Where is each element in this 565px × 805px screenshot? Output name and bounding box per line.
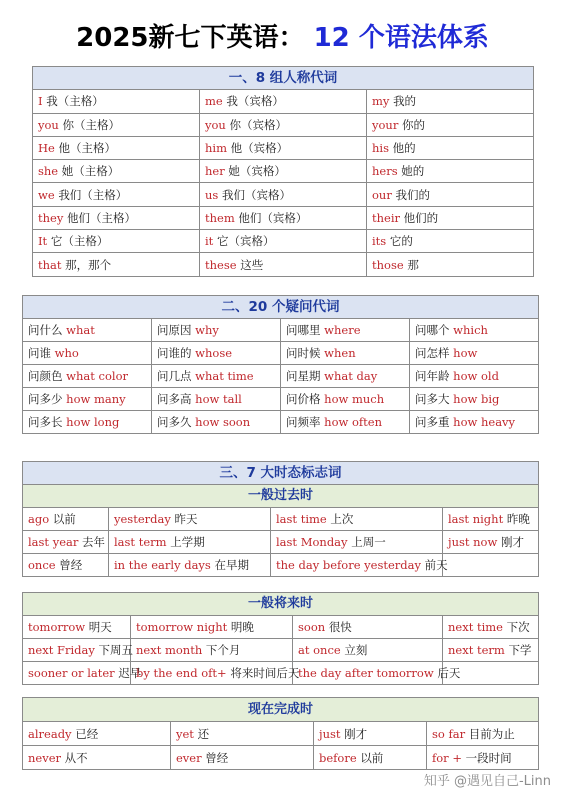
chinese-meaning: 我（主格） <box>46 94 104 109</box>
english-term: how soon <box>195 415 251 429</box>
table-cell <box>33 253 200 276</box>
chinese-meaning: 它（主格） <box>50 234 109 249</box>
english-term: your <box>372 117 399 132</box>
english-term: He <box>38 141 55 156</box>
table-row <box>33 183 534 206</box>
english-term: last Monday <box>276 535 348 549</box>
subsection-header: 现在完成时 <box>23 698 539 722</box>
table-row <box>23 342 539 365</box>
english-term: before <box>319 750 357 765</box>
table-cell <box>443 554 539 577</box>
english-term: how big <box>453 392 500 406</box>
table-cell <box>281 319 410 342</box>
english-term: where <box>324 323 361 337</box>
table-cell <box>200 183 367 206</box>
table-cell <box>293 616 443 639</box>
english-term: she <box>38 164 59 179</box>
chinese-meaning: 问颜色 <box>28 369 63 383</box>
table-cell <box>293 662 461 685</box>
table-cell <box>23 508 109 531</box>
chinese-meaning: 刚才 <box>500 535 524 549</box>
table-cell <box>443 616 539 639</box>
table-cell <box>33 113 200 136</box>
table-cell <box>443 508 539 531</box>
chinese-meaning: 后天 <box>437 666 461 680</box>
english-term: last year <box>28 535 79 549</box>
chinese-meaning: 他们（宾格） <box>238 210 308 225</box>
chinese-meaning: 问几点 <box>157 369 192 383</box>
chinese-meaning: 问价格 <box>286 392 321 406</box>
table-row <box>23 722 539 746</box>
table-cell <box>23 554 109 577</box>
table-cell <box>23 388 152 411</box>
english-term: by the end oft+ <box>136 666 227 680</box>
chinese-meaning: 在早期 <box>214 558 249 572</box>
english-term: at once <box>298 643 341 657</box>
perfect-rows <box>23 722 539 770</box>
chinese-meaning: 你（主格） <box>62 117 120 132</box>
table-cell <box>23 531 109 554</box>
table-cell <box>152 388 281 411</box>
chinese-meaning: 我们（宾格） <box>221 187 291 202</box>
english-term: how much <box>324 392 385 406</box>
chinese-meaning: 他的 <box>392 141 416 156</box>
english-term: we <box>38 187 55 202</box>
english-term: last time <box>276 512 327 526</box>
chinese-meaning: 问多久 <box>157 415 192 429</box>
table-cell <box>131 662 300 685</box>
english-term: it <box>205 234 214 249</box>
english-term: why <box>195 323 219 337</box>
table-cell <box>200 113 367 136</box>
subsection-header: 一般过去时 <box>23 485 539 508</box>
table-row <box>33 253 534 276</box>
chinese-meaning: 他（主格） <box>58 141 116 156</box>
english-term: soon <box>298 620 326 634</box>
chinese-meaning: 你的 <box>401 117 425 132</box>
english-term: yesterday <box>114 512 171 526</box>
english-term: me <box>205 94 223 109</box>
chinese-meaning: 问哪个 <box>415 323 450 337</box>
chinese-meaning: 昨天 <box>174 512 198 526</box>
chinese-meaning: 很快 <box>328 620 352 634</box>
table-cell <box>367 113 534 136</box>
table-row <box>33 206 534 229</box>
chinese-meaning: 我们（主格） <box>58 187 128 202</box>
chinese-meaning: 立刻 <box>344 643 368 657</box>
table-cell <box>152 411 281 434</box>
chinese-meaning: 我的 <box>393 94 417 109</box>
table-cell <box>171 722 314 746</box>
chinese-meaning: 问星期 <box>286 369 321 383</box>
english-term: next month <box>136 643 203 657</box>
chinese-meaning: 问谁 <box>28 346 51 360</box>
english-term: how long <box>66 415 120 429</box>
table-row <box>23 411 539 434</box>
chinese-meaning: 我（宾格） <box>226 94 284 109</box>
table-row <box>23 554 539 577</box>
english-term: him <box>205 141 227 156</box>
english-term: that <box>38 257 62 272</box>
table-row <box>33 113 534 136</box>
table-cell <box>314 746 427 770</box>
english-term: you <box>205 117 226 132</box>
english-term: you <box>38 117 59 132</box>
english-term: sooner or later <box>28 666 115 680</box>
chinese-meaning: 问什么 <box>28 323 63 337</box>
english-term: in the early days <box>114 558 211 572</box>
english-term: when <box>324 346 356 360</box>
table-cell <box>23 411 152 434</box>
english-term: ever <box>176 750 202 765</box>
table-cell <box>367 136 534 159</box>
english-term: once <box>28 558 56 572</box>
table-row <box>23 319 539 342</box>
interrogative-table <box>22 295 539 434</box>
chinese-meaning: 问多重 <box>415 415 450 429</box>
english-term: what color <box>66 369 129 383</box>
english-term: for + <box>432 750 462 765</box>
table-cell <box>171 746 314 770</box>
english-term: those <box>372 257 404 272</box>
table-cell <box>367 206 534 229</box>
table-cell <box>200 206 367 229</box>
chinese-meaning: 下学 <box>508 643 532 657</box>
table-cell <box>410 342 539 365</box>
english-term: hers <box>372 164 398 179</box>
english-term: how <box>453 346 478 360</box>
english-term: whose <box>195 346 233 360</box>
table-cell <box>109 508 271 531</box>
chinese-meaning: 去年 <box>82 535 106 549</box>
table-cell <box>131 639 293 662</box>
english-term: us <box>205 187 219 202</box>
table-cell <box>200 230 367 253</box>
english-term: who <box>54 346 79 360</box>
english-term: already <box>28 726 72 741</box>
table-cell <box>33 90 200 113</box>
english-term: ago <box>28 512 50 526</box>
english-term: what day <box>324 369 378 383</box>
table-cell <box>367 90 534 113</box>
future-rows <box>23 616 539 685</box>
chinese-meaning: 她（主格） <box>61 164 120 179</box>
table-row <box>23 639 539 662</box>
chinese-meaning: 那，那个 <box>65 257 112 272</box>
english-term: next time <box>448 620 503 634</box>
table-cell <box>427 722 539 746</box>
table-cell <box>281 411 410 434</box>
table-cell <box>281 342 410 365</box>
table-cell <box>200 90 367 113</box>
chinese-meaning: 这些 <box>240 257 264 272</box>
english-term: how often <box>324 415 382 429</box>
english-term: our <box>372 187 392 202</box>
chinese-meaning: 从不 <box>64 750 88 765</box>
chinese-meaning: 你（宾格） <box>229 117 287 132</box>
chinese-meaning: 以前 <box>360 750 384 765</box>
english-term: which <box>453 323 488 337</box>
table-cell <box>281 365 410 388</box>
english-term: how many <box>66 392 126 406</box>
chinese-meaning: 上周一 <box>351 535 386 549</box>
interrogative-rows <box>23 319 539 434</box>
table-cell <box>271 554 448 577</box>
english-term: them <box>205 210 235 225</box>
chinese-meaning: 还 <box>197 726 210 741</box>
english-term: their <box>372 210 401 225</box>
chinese-meaning: 问多大 <box>415 392 450 406</box>
table-row <box>23 616 539 639</box>
pronoun-rows <box>33 90 534 276</box>
table-cell <box>443 639 539 662</box>
chinese-meaning: 前天 <box>424 558 448 572</box>
english-term: never <box>28 750 62 765</box>
page-title <box>0 20 565 56</box>
past-rows <box>23 508 539 577</box>
table-cell <box>410 411 539 434</box>
table-cell <box>152 319 281 342</box>
tense-table-future <box>22 592 539 685</box>
table-cell <box>23 662 142 685</box>
table-cell <box>367 160 534 183</box>
table-cell <box>33 206 200 229</box>
chinese-meaning: 下个月 <box>205 643 241 657</box>
tense-table-past <box>22 461 539 577</box>
table-cell <box>33 160 200 183</box>
chinese-meaning: 昨晚 <box>506 512 530 526</box>
table-cell <box>109 554 271 577</box>
english-term: how old <box>453 369 499 383</box>
table-cell <box>33 230 200 253</box>
english-term: just now <box>448 535 498 549</box>
english-term: It <box>38 234 48 249</box>
english-term: how tall <box>195 392 242 406</box>
table-cell <box>367 253 534 276</box>
english-term: just <box>319 726 341 741</box>
section-header: 二、20 个疑问代词 <box>23 296 539 319</box>
chinese-meaning: 它（宾格） <box>216 234 275 249</box>
table-row <box>23 508 539 531</box>
english-term: the day after tomorrow <box>298 666 434 680</box>
english-term: last night <box>448 512 504 526</box>
table-cell <box>109 531 271 554</box>
tense-table-perfect <box>22 697 539 770</box>
chinese-meaning: 他（宾格） <box>230 141 289 156</box>
title-highlight: 12 个语法体系 <box>313 23 489 53</box>
english-term: they <box>38 210 64 225</box>
table-row <box>23 365 539 388</box>
table-row <box>33 160 534 183</box>
chinese-meaning: 下周五 <box>98 643 133 657</box>
watermark: 知乎 @遇见自己-Linn <box>423 774 551 789</box>
english-term: what time <box>195 369 254 383</box>
table-row <box>23 531 539 554</box>
chinese-meaning: 一段时间 <box>465 750 512 765</box>
chinese-meaning: 问频率 <box>286 415 321 429</box>
english-term: my <box>372 94 390 109</box>
chinese-meaning: 问多长 <box>28 415 63 429</box>
chinese-meaning: 将来时间后天 <box>230 666 300 680</box>
english-term: what <box>66 323 95 337</box>
table-cell <box>367 230 534 253</box>
chinese-meaning: 她的 <box>401 164 425 179</box>
chinese-meaning: 问谁的 <box>157 346 192 360</box>
table-cell <box>410 319 539 342</box>
table-row <box>33 230 534 253</box>
table-cell <box>131 616 293 639</box>
table-cell <box>23 365 152 388</box>
table-row <box>23 662 539 685</box>
table-row <box>23 746 539 770</box>
chinese-meaning: 她（宾格） <box>228 164 286 179</box>
table-row <box>23 388 539 411</box>
english-term: so far <box>432 726 466 741</box>
chinese-meaning: 它的 <box>389 234 413 249</box>
chinese-meaning: 那 <box>407 257 419 272</box>
table-cell <box>293 639 443 662</box>
table-cell <box>152 365 281 388</box>
chinese-meaning: 问时候 <box>286 346 321 360</box>
chinese-meaning: 明天 <box>88 620 112 634</box>
english-term: yet <box>176 726 194 741</box>
table-row <box>33 136 534 159</box>
table-cell <box>281 388 410 411</box>
table-cell <box>200 136 367 159</box>
chinese-meaning: 曾经 <box>59 558 83 572</box>
english-term: tomorrow night <box>136 620 228 634</box>
personal-pronoun-table <box>32 66 534 277</box>
english-term: last term <box>114 535 167 549</box>
chinese-meaning: 问怎样 <box>415 346 450 360</box>
table-cell <box>33 183 200 206</box>
chinese-meaning: 我们的 <box>395 187 430 202</box>
english-term: next Friday <box>28 643 95 657</box>
english-term: these <box>205 257 237 272</box>
chinese-meaning: 问年龄 <box>415 369 450 383</box>
title-prefix: 2025新七下英语： <box>76 23 305 53</box>
table-cell <box>23 639 131 662</box>
section-header: 三、7 大时态标志词 <box>23 462 539 485</box>
chinese-meaning: 刚才 <box>344 726 368 741</box>
table-cell <box>443 531 539 554</box>
english-term: tomorrow <box>28 620 86 634</box>
english-term: next term <box>448 643 505 657</box>
chinese-meaning: 已经 <box>75 726 99 741</box>
table-cell <box>23 746 171 770</box>
table-cell <box>23 342 152 365</box>
table-cell <box>271 531 443 554</box>
chinese-meaning: 上学期 <box>170 535 205 549</box>
english-term: his <box>372 141 389 156</box>
table-cell <box>33 136 200 159</box>
english-term: how heavy <box>453 415 516 429</box>
table-cell <box>23 616 131 639</box>
table-cell <box>410 365 539 388</box>
chinese-meaning: 曾经 <box>205 750 229 765</box>
table-cell <box>200 160 367 183</box>
table-cell <box>314 722 427 746</box>
chinese-meaning: 他们的 <box>403 210 439 225</box>
chinese-meaning: 下次 <box>506 620 530 634</box>
table-cell <box>23 319 152 342</box>
chinese-meaning: 以前 <box>52 512 76 526</box>
chinese-meaning: 他们（主格） <box>67 210 136 225</box>
chinese-meaning: 问多少 <box>28 392 63 406</box>
english-term: its <box>372 234 387 249</box>
subsection-header: 一般将来时 <box>23 593 539 616</box>
table-cell <box>200 253 367 276</box>
table-row <box>33 90 534 113</box>
english-term: the day before yesterday <box>276 558 422 572</box>
english-term: I <box>38 94 43 109</box>
table-cell <box>271 508 443 531</box>
table-cell <box>23 722 171 746</box>
chinese-meaning: 问多高 <box>157 392 192 406</box>
chinese-meaning: 问哪里 <box>286 323 321 337</box>
chinese-meaning: 问原因 <box>157 323 192 337</box>
chinese-meaning: 上次 <box>330 512 354 526</box>
english-term: her <box>205 164 225 179</box>
chinese-meaning: 迟早 <box>118 666 142 680</box>
table-cell <box>367 183 534 206</box>
table-cell <box>152 342 281 365</box>
chinese-meaning: 目前为止 <box>468 726 515 741</box>
table-cell <box>427 746 539 770</box>
chinese-meaning: 明晚 <box>230 620 254 634</box>
table-cell <box>410 388 539 411</box>
section-header: 一、8 组人称代词 <box>33 67 534 90</box>
